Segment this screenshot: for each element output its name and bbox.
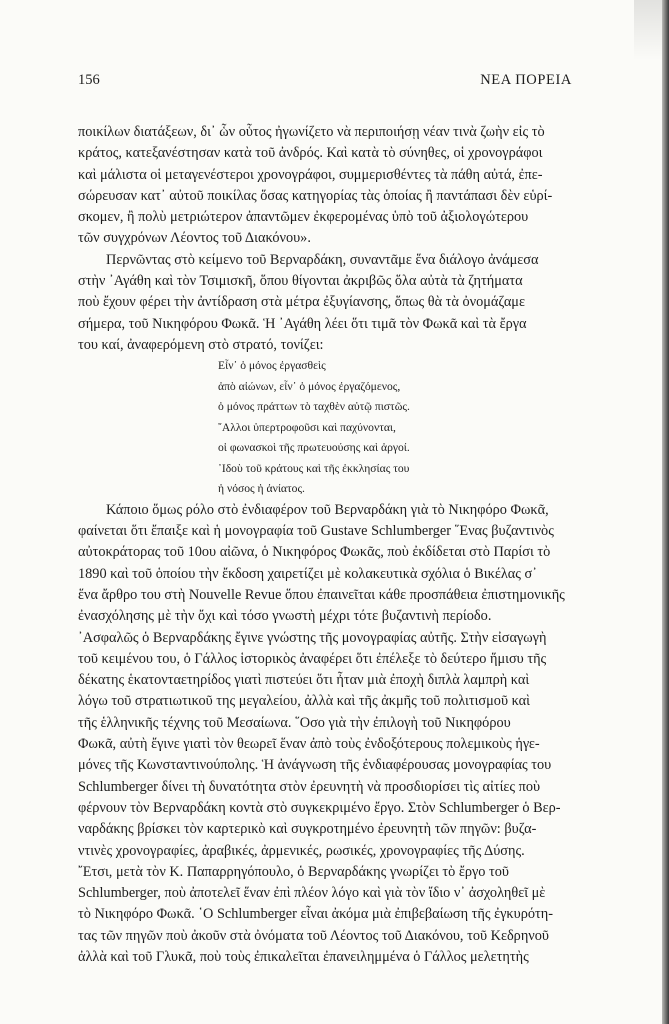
text-line: του καί, ἀναφερόμενη στὸ στρατό, τονίζει: xyxy=(78,336,324,353)
text-line: ναρδάκης βρίσκει τὸν καρτερικὸ καὶ συγκροτημένο ἐρευνητὴ τῶν πηγῶν: βυζα- xyxy=(78,821,537,838)
text-line: στὴν ᾿Αγάθη καὶ τὸν Τσιμισκῆ, ὅπου θίγονται ἀκριβῶς ὅλα αὐτὰ τὰ ζητήματα xyxy=(78,273,523,290)
book-spine-edge xyxy=(662,0,669,1024)
verse-line: Εἶν᾽ ὁ μόνος ἐργασθεὶς xyxy=(218,359,326,373)
text-line: ῎Ετσι, μετὰ τὸν Κ. Παπαρρηγόπουλο, ὁ Βερναρδάκης γνωρίζει τὸ ἔργο τοῦ xyxy=(78,863,510,880)
text-line: ἀλλὰ καὶ τοῦ Γλυκᾶ, ποὺ τοὺς ἐπικαλεῖται ἐπανειλημμένα ὁ Γάλλος μελετητὴς xyxy=(78,949,529,965)
text-line: καὶ μάλιστα οἱ μεταγενέστεροι χρονογράφοι, συμμερισθέντες τὰ πάθη αὐτά, ἐπε- xyxy=(78,166,543,183)
text-line: ἐνασχόλησης μὲ τὴν ὄχι καὶ τόσο γνωστὴ μέχρι τότε βυζαντινὴ περίοδο. xyxy=(78,608,492,625)
text-line: τοῦ κειμένου του, ὁ Γάλλος ἱστορικὸς ἀναφέρει ὅτι ἐπέλεξε τὸ δεύτερο ἥμισυ τῆς xyxy=(78,650,547,667)
text-line: τας τῶν πηγῶν ποὺ ἀκοῦν στὰ ὀνόματα τοῦ Λέοντος τοῦ Διακόνου, τοῦ Κεδρηνοῦ xyxy=(78,927,549,944)
page-shadow xyxy=(634,0,662,60)
text-line: κράτος, κατεξανέστησαν κατὰ τοῦ ἀνδρός. Καὶ κατὰ τὸ σύνηθες, οἱ χρονογράφοι xyxy=(78,145,543,162)
text-line: ᾿Ασφαλῶς ὁ Βερναρδάκης ἔγινε γνώστης τῆς μονογραφίας αὐτῆς. Στὴν εἰσαγωγὴ xyxy=(78,629,547,646)
text-line: Φωκᾶ, αὐτὴ ἔγινε γιατὶ τὸν θεωρεῖ ἕναν ἀπὸ τοὺς ἐνδοξότερους πολεμικοὺς ἡγε- xyxy=(78,736,540,753)
paragraph-2 xyxy=(78,250,572,356)
text-line: ποὺ ἔχουν φέρει τὴν ἀντίδραση στὰ μέτρα ἐξυγίανσης, ὅπως θὰ τὰ ὀνομάζαμε xyxy=(78,294,525,311)
text-line: δέκατης ἑκατονταετηρίδος γιατὶ πιστεύει ὅτι ἦταν μιὰ ἐποχὴ διπλὰ λαμπρὴ καὶ xyxy=(78,672,530,689)
text-line: Schlumberger, ποὺ ἀποτελεῖ ἕναν ἐπὶ πλέον λόγο καὶ γιὰ τὸν ἴδιο ν᾽ ἀσχοληθεῖ μὲ xyxy=(78,885,546,902)
text-line: σώρευσαν κατ᾽ αὐτοῦ ποικίλας ὅσας κατηγορίας τὰς ὁποίας ἢ παντάπασι δὲν εὑρί- xyxy=(78,187,553,204)
text-line: λόγω τοῦ στρατιωτικοῦ της μεγαλείου, ἀλλὰ καὶ τῆς ἀκμῆς τοῦ πολιτισμοῦ καὶ xyxy=(78,693,531,710)
paragraph-3 xyxy=(78,500,572,969)
text-line: ντινὲς χρονογραφίες, ἀραβικές, ἀρμενικές, ρωσικές, χρονογραφίες τῆς Δύσης. xyxy=(78,842,525,859)
verse-line: ἡ νόσος ἡ ἀνίατος. xyxy=(218,482,305,496)
page-header xyxy=(78,72,572,92)
verse-line: ἀπὸ αἰώνων, εἶν᾽ ὁ μόνος ἐργαζόμενος, xyxy=(218,379,401,393)
body-text xyxy=(78,122,572,968)
page-number: 156 xyxy=(78,72,100,88)
text-line: ποικίλων διατάξεων, δι᾽ ὧν οὗτος ἠγωνίζετο νὰ περιποιήσῃ νέαν τινὰ ζωὴν εἰς τὸ xyxy=(78,124,545,140)
text-line: σκομεν, ἢ πολὺ μετριώτερον ἀπαντῶμεν ἐκφερομένας ὑπὸ τοῦ ἀξιολογώτερου xyxy=(78,209,529,226)
text-line: μόνες τῆς Κωνσταντινούπολης. Ἡ ἀνάγνωση τῆς ἐνδιαφέρουσας μονογραφίας του xyxy=(78,757,552,774)
text-line: τῆς ἑλληνικῆς τέχνης τοῦ Μεσαίωνα. ῞Οσο γιὰ τὴν ἐπιλογὴ τοῦ Νικηφόρου xyxy=(78,714,511,731)
text-line: φαίνεται ὅτι ἔπαιξε καὶ ἡ μονογραφία τοῦ Gustave Schlumberger ῞Ενας βυζαντινὸς xyxy=(78,523,554,540)
text-line: Περνῶντας στὸ κείμενο τοῦ Βερναρδάκη, συναντᾶμε ἕνα διάλογο ἀνάμεσα xyxy=(106,251,539,268)
paragraph-1 xyxy=(78,122,572,250)
text-line: φέρνουν τὸν Βερναρδάκη κοντὰ στὸ συγκεκριμένο ἔργο. Στὸν Schlumberger ὁ Βερ- xyxy=(78,799,561,816)
text-line: 1890 καὶ τοῦ ὁποίου τὴν ἔκδοση χαιρετίζει μὲ κολακευτικὰ σχόλια ὁ Βικέλας σ᾽ xyxy=(78,565,537,582)
verse-line: ῎Αλλοι ὑπερτροφοῦσι καὶ παχύνονται, xyxy=(218,420,396,434)
text-line: τῶν συγχρόνων Λέοντος τοῦ Διακόνου». xyxy=(78,230,311,247)
running-head: ΝΕΑ ΠΟΡΕΙΑ xyxy=(480,72,572,88)
verse-line: ᾿Ιδοὺ τοῦ κράτους καὶ τῆς ἐκκλησίας του xyxy=(218,461,410,475)
verse-quotation xyxy=(218,356,572,500)
text-line: αὐτοκράτορας τοῦ 10ου αἰῶνα, ὁ Νικηφόρος Φωκᾶς, ποὺ ἐκδίδεται στὸ Παρίσι τὸ xyxy=(78,544,551,561)
verse-line: οἱ φωνασκοὶ τῆς πρωτευούσης καὶ ἀργοί. xyxy=(218,441,410,455)
text-line: ἕνα ἄρθρο του στὴ Nouvelle Revue ὅπου ἐπαινεῖται κάθε προσπάθεια ἐπιστημονικῆς xyxy=(78,586,565,603)
text-line: σήμερα, τοῦ Νικηφόρου Φωκᾶ. Ἡ ᾿Αγάθη λέει ὅτι τιμᾶ τὸν Φωκᾶ καὶ τὰ ἔργα xyxy=(78,315,527,332)
text-line: τὸ Νικηφόρο Φωκᾶ. ῾Ο Schlumberger εἶναι ἀκόμα μιὰ ἐπιβεβαίωση τῆς ἐγκυρότη- xyxy=(78,906,553,923)
text-line: Κάποιο ὅμως ρόλο στὸ ἐνδιαφέρον τοῦ Βερναρδάκη γιὰ τὸ Νικηφόρο Φωκᾶ, xyxy=(106,501,549,518)
verse-line: ὁ μόνος πράττων τὸ ταχθὲν αὐτῷ πιστῶς. xyxy=(218,400,410,414)
text-line: Schlumberger δίνει τὴ δυνατότητα στὸν ἐρευνητὴ νὰ προσδιορίσει τὶς αἰτίες ποὺ xyxy=(78,778,541,795)
